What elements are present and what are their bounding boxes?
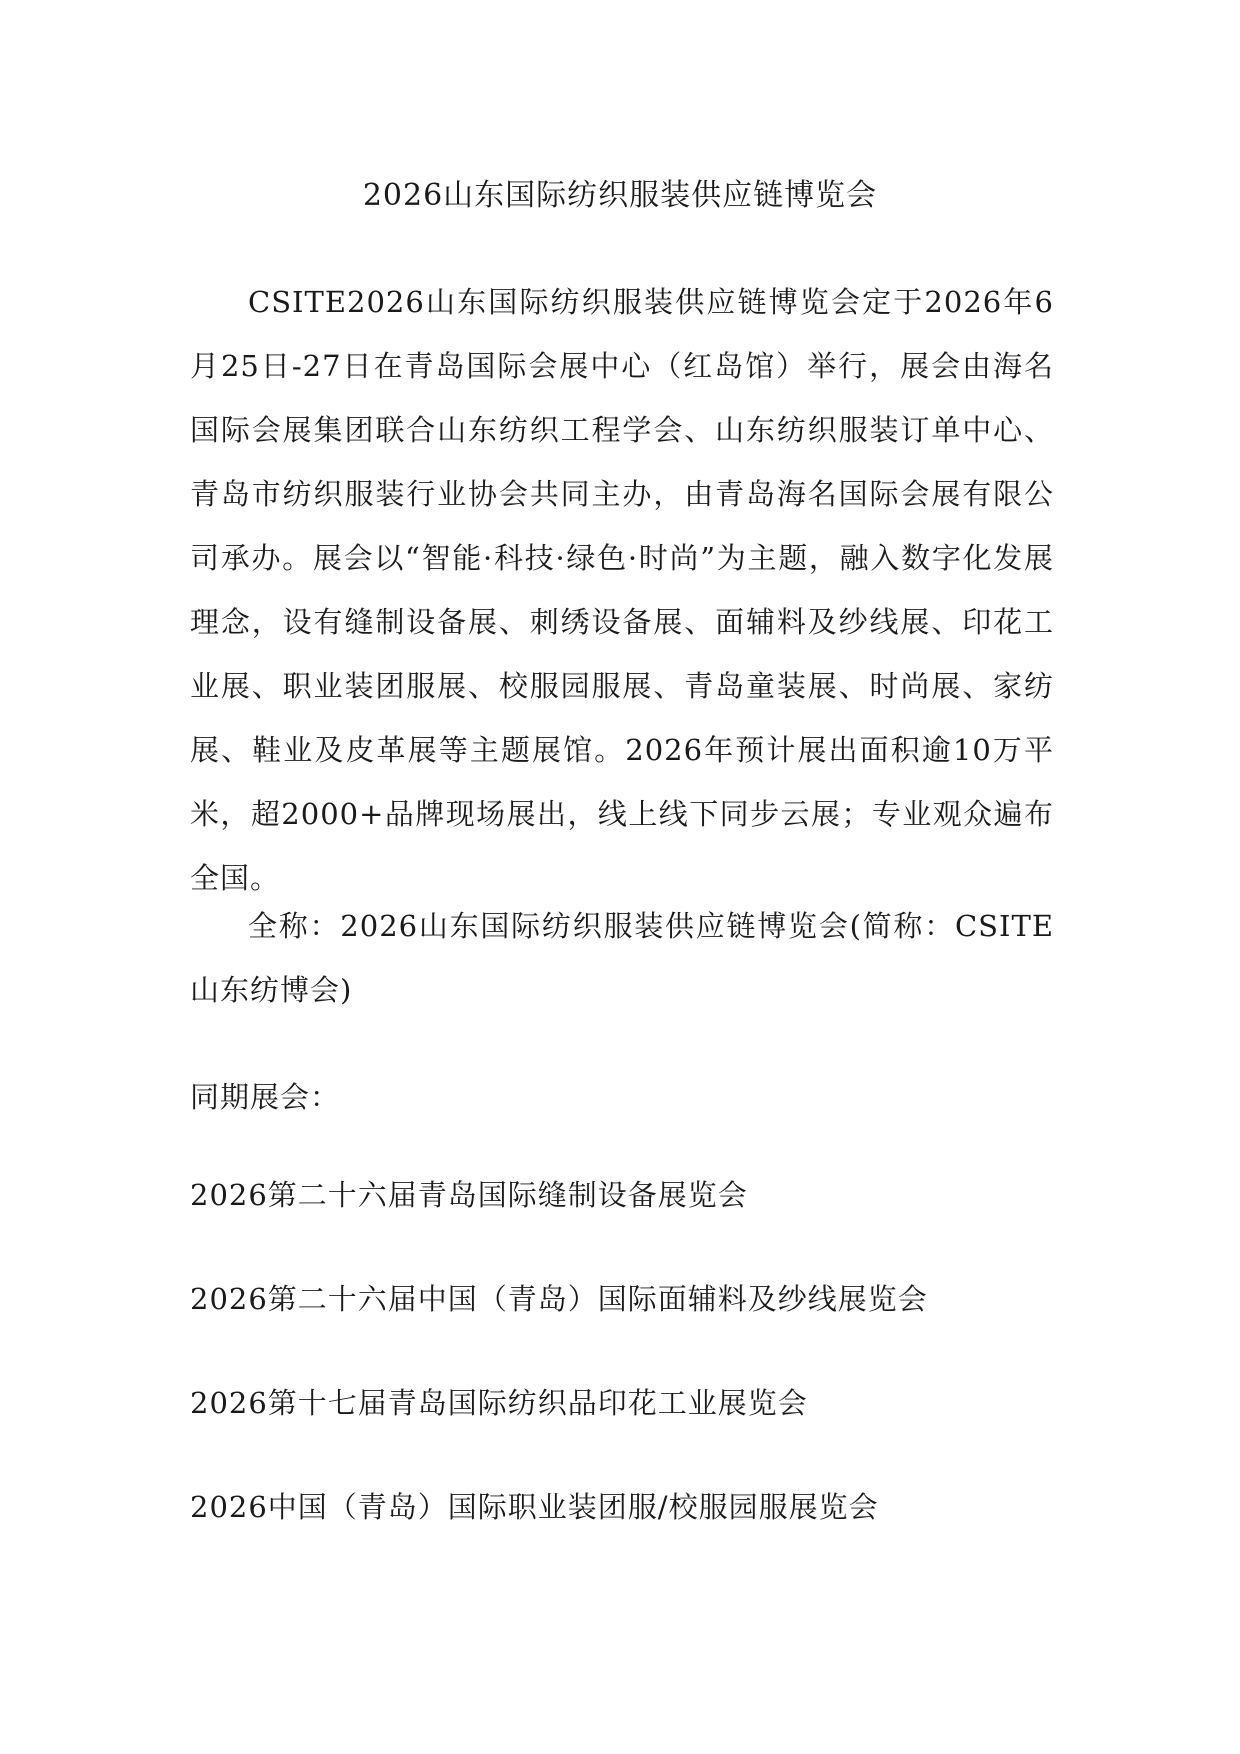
- concurrent-event-item: 2026中国（青岛）国际职业装团服/校服园服展览会: [190, 1490, 879, 1524]
- concurrent-events-list: [190, 1175, 928, 1591]
- concurrent-event-item: 2026第二十六届青岛国际缝制设备展览会: [190, 1178, 748, 1212]
- concurrent-event-item: 2026第十七届青岛国际纺织品印花工业展览会: [190, 1386, 808, 1420]
- full-name-paragraph: 全称：2026山东国际纺织服装供应链博览会(简称：CSITE山东纺博会): [190, 909, 1054, 1007]
- concurrent-event-item: 2026第二十六届中国（青岛）国际面辅料及纱线展览会: [190, 1282, 928, 1316]
- concurrent-events-label: 同期展会：: [190, 1080, 341, 1114]
- intro-paragraph: CSITE2026山东国际纺织服装供应链博览会定于2026年6月25日-27日在青岛国际会展中心（红岛馆）举行，展会由海名国际会展集团联合山东纺织工程学会、山东纺织服装订单中心、青岛市纺织服装行业协会共同主办，由青岛海名国际会展有限公司承办。展会以“智能·科技·绿色·时尚”为主题，融入数字化发展理念，设有缝制设备展、刺绣设备展、面辅料及纱线展、印花工业展、职业装团服展、校服园服展、青岛童装展、时尚展、家纺展、鞋业及皮革展等主题展馆。2026年预计展出面积逾10万平米，超2000+品牌现场展出，线上线下同步云展；专业观众遍布全国。: [190, 285, 1054, 895]
- document-title: 2026山东国际纺织服装供应链博览会: [362, 178, 878, 213]
